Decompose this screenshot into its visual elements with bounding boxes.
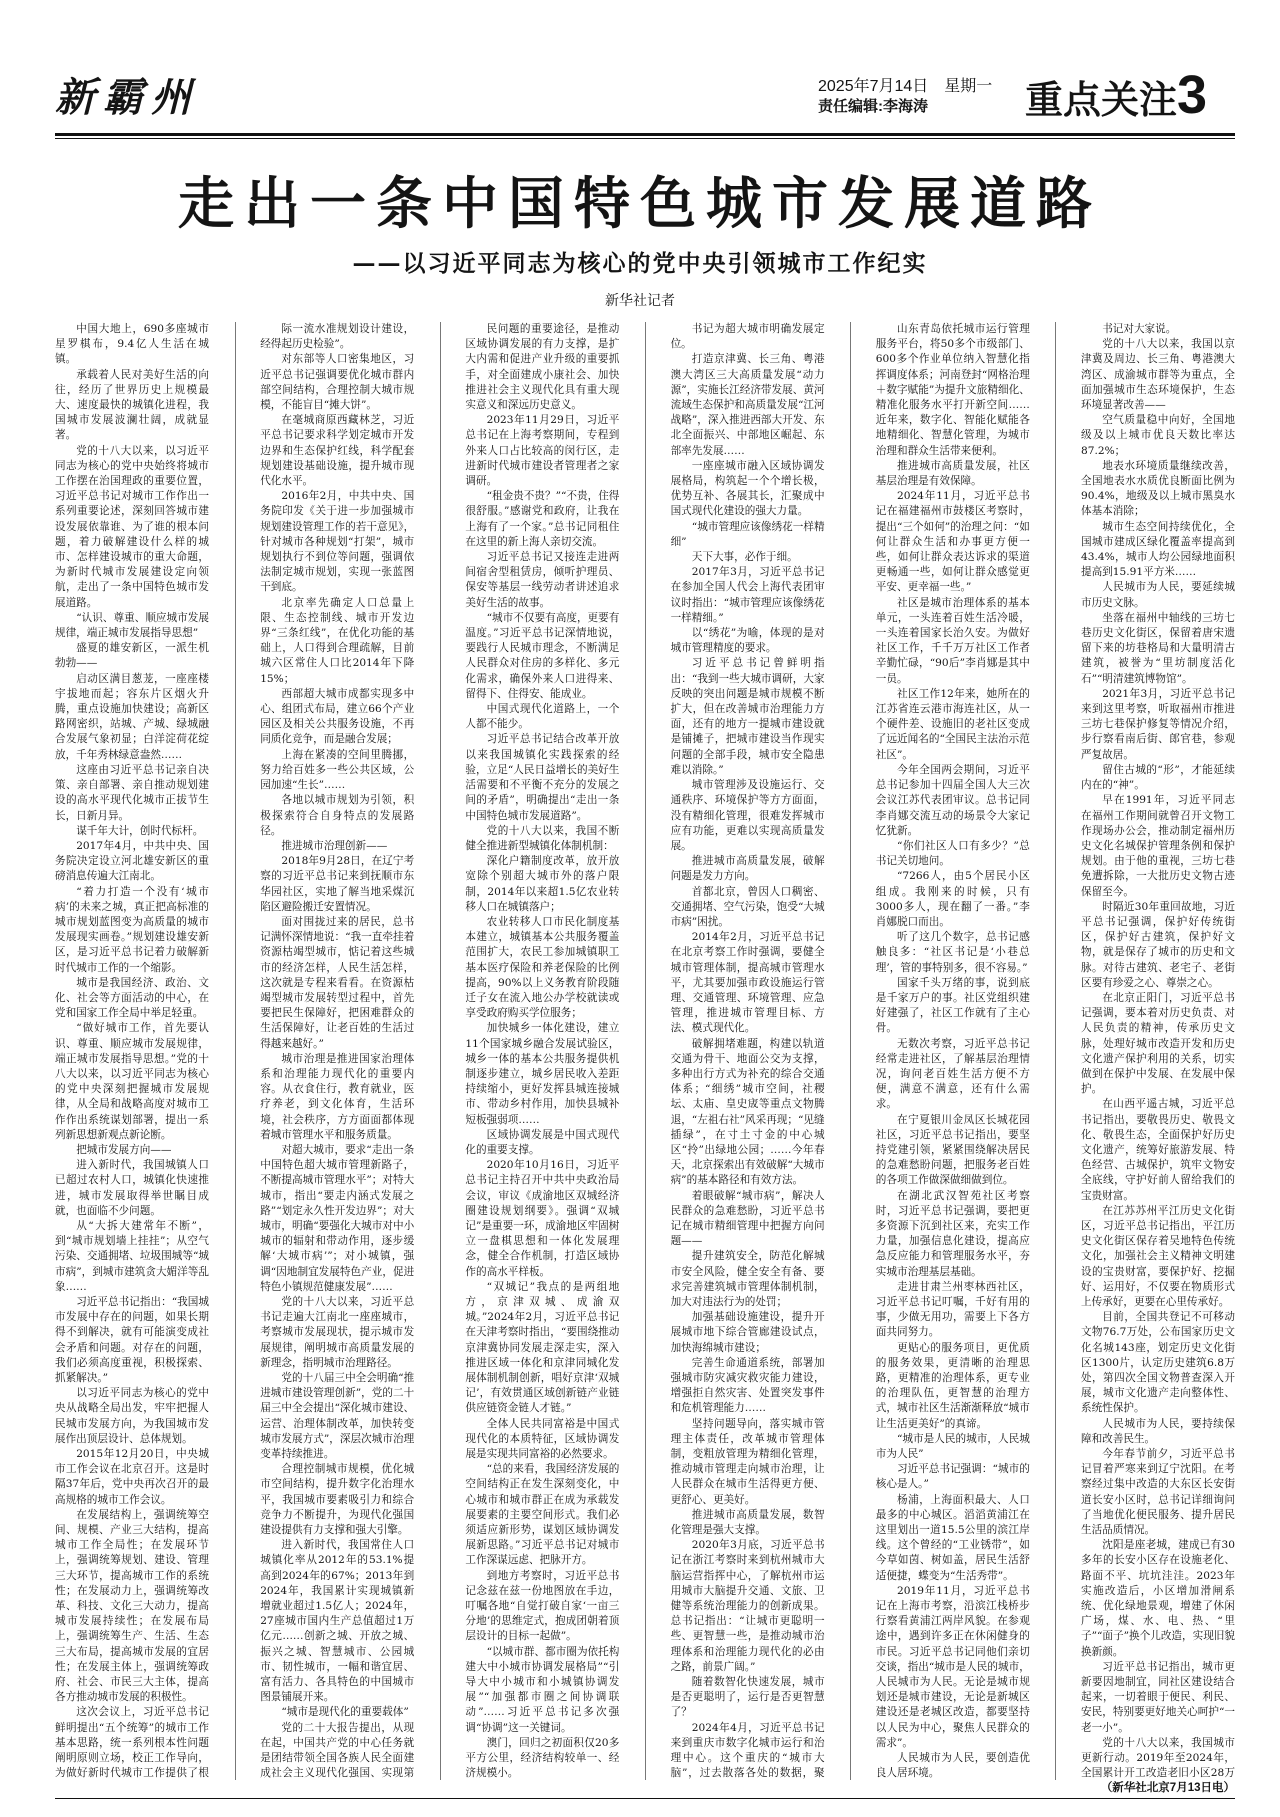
paragraph: 城市是我国经济、政治、文化、社会等方面活动的中心，在党和国家工作全局中举足轻重。 (55, 976, 209, 1020)
paragraph: 沈阳是座老城，建成已有30多年的长安小区存在设施老化、路面不平、坑坑洼洼。2023年实施改造后，小区增加滑闸系统、优化绿地景观，增建了休闲广场，煤、水、电、热、“里子”“面子”换个儿改造，实现旧貌换新颜。 (1081, 1539, 1235, 1658)
column-divider (440, 322, 441, 1780)
paragraph: 在湖北武汉智苑社区考察时，习近平总书记强调，要把更多资源下沉到社区来，充实工作力量，加强信息化建设，提高应急反应能力和管理服务水平，夯实城市治理基层基础。 (875, 1189, 1030, 1278)
paragraph: 面对围拢过来的居民，总书记满怀深情地说：“我一直牵挂着资源枯竭型城市，惦记着这些城市的经济怎样，人民生活怎样，这次就是专程来看看。在资源枯竭型城市发展转型过程中，首先要把民生保障好，把困难群众的生活保障好，让老百姓的生活过得越来越好。” (260, 915, 415, 1050)
paragraph: 目前，全国共登记不可移动文物76.7万处，公布国家历史文化名城143座，划定历史文化街区1300片，认定历史建筑6.8万处，第四次全国文物普查深入开展，城市文化遗产走向整体性、系统性保护。 (1081, 1311, 1235, 1415)
paragraph: 在发展结构上，强调统筹空间、规模、产业三大结构，提高城市工作全局性；在发展环节上，强调统筹规划、建设、管理三大环节，提高城市工作的系统性；在发展动力上，强调统筹改革、科技、文化三大动力，提高城市发展持续性；在发展布局上，强调统筹生产、生活、生态三大布局，提高城市发展的宜居性；在发展主体上，强调统筹政府、社会、市民三大主体，提高各方推动城市发展的积极性。 (55, 1508, 209, 1704)
article-byline: 新华社记者 (605, 292, 675, 308)
paragraph: 合理控制城市规模，优化城市空间结构，提升数字化治理水平，我国城市要素吸引力和综合竞争力不断提升，为现代化强国建设提供有力支撑和强大引擎。 (260, 1463, 415, 1537)
paragraph: “认识、尊重、顺应城市发展规律，端正城市发展指导思想” (55, 611, 209, 640)
column-divider (850, 322, 851, 1780)
paragraph: 2016年2月，中共中央、国务院印发《关于进一步加强城市规划建设管理工作的若干意见》，针对城市各种规划“打架”，城市规划执行不到位等问题，强调依法制定城市规划，实现一张蓝图干到底。 (260, 490, 415, 594)
paragraph: 习近平总书记指出，城市更新要因地制宜，同社区建设结合起来，一切着眼于便民、利民、安民，特别要更好地关心呵护“一老一小”。 (1081, 1660, 1235, 1734)
masthead (0, 60, 1280, 132)
paragraph: 人民城市为人民，要延续城市历史文脉。 (1081, 581, 1235, 609)
paragraph: 完善生命通道系统，部署加强城市防灾减灾救灾能力建设，增强拒自然灾害、处置突发事件和危机管理能力…… (670, 1356, 825, 1415)
section-name: 重点关注 (1025, 80, 1178, 122)
paragraph: 时隔近30年重回故地，习近平总书记强调，保护好传统街区，保护好古建筑，保护好文物，就是保存了城市的历史和文脉。对待古建筑、老宅子、老街区要有珍爱之心、尊崇之心。 (1081, 900, 1235, 989)
paragraph: 2024年11月，习近平总书记在福建福州市鼓楼区考察时，提出“三个如何”的治理之问：“如何让群众生活和办事更方便一些，如何让群众表达诉求的渠道更畅通一些，如何让群众感觉更平安、更幸福一些。” (875, 490, 1030, 594)
article-dateline: （新华社北京7月13日电） (1100, 1782, 1235, 1794)
paragraph: 习近平总书记曾鲜明指出：“我到一些大城市调研，大家反映的突出问题是城市规模不断扩大，但在改善城市治理能力方面，还有的地方一提城市建设就是铺摊子，把城市建设当作现实问题的全部手段，城市安全隐患难以消除。” (670, 657, 825, 776)
paragraph: 中国大地上，690多座城市星罗棋布，9.4亿人生活在城镇。 (55, 323, 209, 366)
paragraph: 杨浦，上海面积最大、人口最多的中心城区。滔滔黄浦江在这里划出一道15.5公里的滨江岸线。这个曾经的“工业锈带”，如今草如茵、树如盖，居民生活舒适便捷，蝶变为“生活秀带”。 (875, 1493, 1030, 1582)
paragraph: 2024年4月，习近平总书记来到重庆市数字化城市运行和治理中心。这个重庆的“城市大脑”，过去散落各处的数据，聚 (670, 1721, 825, 1780)
article-column (55, 322, 209, 1780)
paragraph: 党的十八大以来，我国不断健全推进新型城镇化体制机制： (465, 824, 620, 852)
paragraph: 习近平总书记指出：“我国城市发展中存在的问题，如果长期得不到解决，就有可能演变成社会矛盾和问题。对存在的问题，我们必须高度重视，积极探索、抓紧解决。” (55, 1296, 209, 1385)
header-rule-thin (55, 138, 1235, 139)
paragraph: 社区工作12年来，她所在的江苏省连云港市海连社区，从一个硬件差、设施旧的老社区变成了远近闻名的“全国民主法治示范社区”。 (875, 687, 1030, 761)
paragraph: 党的十八大以来，以习近平同志为核心的党中央始终将城市工作摆在治国理政的重要位置，习近平总书记对城市工作作出一系列重要论述，深刻回答城市建设发展依靠谁、为了谁的根本问题，着力破解建设什么样的城市、怎样建设城市的重大命题，为新时代城市发展建设定向领航，走出了一条中国特色城市发展道路。 (55, 444, 209, 609)
paragraph: “你们社区人口有多少？”总书记关切地问。 (875, 839, 1030, 868)
paragraph: 党的十八届三中全会明确“推进城市建设管理创新”，党的二十届三中全会提出“深化城市建设、运营、治理体制改革，加快转变城市发展方式”，深层次城市治理变革持续推进。 (260, 1372, 415, 1461)
paragraph: 加快城乡一体化建设，建立11个国家城乡融合发展试验区，城乡一体的基本公共服务提供机制逐步建立，城乡居民收入差距持续缩小，更好发挥县城连接城市、带动乡村作用，加快县城补短板强弱项…… (465, 1022, 620, 1126)
paragraph: 首都北京，曾因人口稠密、交通拥堵、空气污染，饱受“大城市病”困扰。 (670, 885, 825, 928)
paragraph: 今年春节前夕，习近平总书记冒着严寒来到辽宁沈阳。在考察经过集中改造的大东区长安街道长安小区时，总书记详细询问了当地优化便民服务、提升居民生活品质情况。 (1081, 1448, 1235, 1537)
paragraph: 推进城市高质量发展，数智化管理是强大支撑。 (670, 1508, 825, 1537)
newspaper-name: 新霸州 (55, 74, 199, 121)
paragraph: 北京率先确定人口总量上限、生态控制线、城市开发边界“三条红线”，在优化功能的基础上，人口得到合理疏解，目前城六区常住人口比2014年下降15%； (260, 596, 415, 685)
paragraph: “7266人，由5个居民小区组成。我刚来的时候，只有3000多人，现在翻了一番。”李肖娜脱口而出。 (875, 870, 1030, 928)
paragraph: 今年全国两会期间，习近平总书记参加十四届全国人大三次会议江苏代表团审议。总书记同李肖娜交流互动的场景令大家记忆犹新。 (875, 763, 1030, 837)
paragraph: 走进甘肃兰州枣林西社区，习近平总书记叮嘱，千好有用的事，少做无用功，需要上下各方面共同努力。 (875, 1280, 1030, 1339)
paragraph: 2020年3月底，习近平总书记在浙江考察时来到杭州城市大脑运营指挥中心，了解杭州市运用城市大脑提升交通、文旅、卫健等系统治理能力的创新成果。总书记指出：“让城市更聪明一些、更智慧一些，是推动城市治理体系和治理能力现代化的必由之路，前景广阔。” (670, 1539, 825, 1673)
paragraph: 对东部等人口密集地区，习近平总书记强调要优化城市群内部空间结构，合理控制大城市规模，不能盲目“摊大饼”。 (260, 353, 415, 412)
paragraph: 这座由习近平总书记亲自决策、亲自部署、亲自推动规划建设的高水平现代化城市正拔节生长，日新月异。 (55, 763, 209, 822)
paragraph: 坐落在福州中轴线的三坊七巷历史文化街区，保留着唐宋遗留下来的坊巷格局和大量明清古建筑，被誉为“里坊制度活化石”“明清建筑博物馆”。 (1081, 611, 1235, 685)
paragraph: 听了这几个数字，总书记感触良多：“社区书记是‘小巷总理’，管的事特别多，很不容易。” (875, 931, 1030, 974)
paragraph: 进入新时代，我国城镇人口已超过农村人口，城镇化快速推进，城市发展取得举世瞩目成就，也面临不少问题。 (55, 1159, 209, 1217)
paragraph: 2017年4月，中共中央、国务院决定设立河北雄安新区的重磅消息传遍大江南北。 (55, 839, 209, 883)
paragraph: 民问题的重要途径，是推动区域协调发展的有力支撑，是扩大内需和促进产业升级的重要抓手，对全面建成小康社会、加快推进社会主义现代化具有重大现实意义和深远历史意义。 (465, 323, 620, 412)
paragraph: 启动区满目葱茏，一座座楼宇拔地而起；容东片区烟火升腾，重点设施加快建设；高新区路网密织，站城、产城、绿城融合发展气象初显；白洋淀荷花绽放，千年秀林绿意盎然…… (55, 672, 209, 761)
paragraph: 空气质量稳中向好，全国地级及以上城市优良天数比率达87.2%； (1081, 414, 1235, 457)
paragraph: 深化户籍制度改革，放开放宽除个别超大城市外的落户限制，2014年以来超1.5亿农业转移人口在城镇落户； (465, 855, 620, 913)
paragraph: 在山西平遥古城，习近平总书记指出，要敬畏历史、敬畏文化、敬畏生态，全面保护好历史文化遗产，统筹好旅游发展、特色经营、古城保护，筑牢文物安全底线，守护好前人留给我们的宝贵财富。 (1081, 1098, 1235, 1202)
article-subhead: ——以习近平同志为核心的党中央引领城市工作纪实 (352, 250, 928, 277)
paragraph: 随着数智化快速发展，城市是否更聪明了，运行是否更智慧了？ (670, 1676, 825, 1719)
paragraph: 推进城市治理创新—— (281, 839, 388, 852)
paragraph: “城市管理应该像绣花一样精细” (670, 520, 825, 548)
paragraph: 人民城市为人民，要持续保障和改善民生。 (1081, 1417, 1235, 1445)
article-column (876, 322, 1030, 1780)
paragraph: 无数次考察，习近平总书记经常走进社区，了解基层治理情况，询问老百姓生活方便不方便，满意不满意，还有什么需求。 (875, 1037, 1030, 1111)
paragraph: 着眼破解“城市病”，解决人民群众的急难愁盼，习近平总书记在城市精细管理中把握方向问题—— (670, 1189, 825, 1248)
paragraph: 承载着人民对美好生活的向往，经历了世界历史上规模最大、速度最快的城镇化进程，我国城市发展波澜壮阔，成就显著。 (55, 368, 209, 442)
paragraph: 在江苏苏州平江历史文化街区，习近平总书记指出，平江历史文化街区保存着吴地特色传统文化，加强社会主义精神文明建设的宝贵财富，要保护好、挖掘好、运用好，不仅要在物质形式上传承好，更要在心里传承好。 (1081, 1204, 1235, 1308)
issue-date: 2025年7月14日 星期一 (818, 78, 993, 95)
paragraph: 推进城市高质量发展，破解问题是发力方向。 (670, 855, 825, 883)
paragraph: 书记为超大城市明确发展定位。 (670, 323, 825, 351)
article-column (671, 322, 825, 1780)
page-number: 3 (1177, 65, 1208, 125)
paragraph: 推进城市高质量发展，社区基层治理是有效保障。 (875, 459, 1030, 488)
paragraph: 党的十八大以来，我国城市更新行动。2019年至2024年，全国累计开工改造老旧小区28万 (1081, 1736, 1235, 1780)
paragraph: 打造京津冀、长三角、粤港澳大湾区三大高质量发展“动力源”，实施长江经济带发展、黄河流域生态保护和高质量发展“江河战略”，深入推进西部大开发、东北全面振兴、中部地区崛起、东部率先发展…… (670, 353, 825, 457)
paragraph: 党的十八大以来，习近平总书记走遍大江南北一座座城市，考察城市发展现状，提示城市发展规律，阐明城市高质量发展的新理念，指明城市治理路径。 (260, 1296, 415, 1369)
paragraph: “总的来看，我国经济发展的空间结构正在发生深刻变化，中心城市和城市群正在成为承载发展要素的主要空间形式。我们必须适应新形势，谋划区域协调发展新思路。”习近平总书记对城市工作深谋远虑、把脉开方。 (465, 1463, 620, 1567)
paragraph: 谋千年大计，创时代标杆。 (76, 824, 204, 837)
paragraph: 2023年11月29日，习近平总书记在上海考察期间，专程到外来人口占比较高的闵行区，走进新时代城市建设者管理者之家调研。 (465, 414, 620, 488)
paragraph: 城市生态空间持续优化，全国城市建成区绿化覆盖率提高到43.4%，城市人均公园绿地面积提高到15.91平方米…… (1081, 520, 1235, 579)
paragraph: 2020年10月16日，习近平总书记主持召开中共中央政治局会议，审议《成渝地区双城经济圈建设规划纲要》。强调“双城记”是重要一环，成渝地区牢固树立一盘棋思想和一体化发展理念，健全合作机制，打造区域协作的高水平样板。 (465, 1159, 620, 1278)
paragraph: 在北京正阳门，习近平总书记强调，要本着对历史负责、对人民负责的精神，传承历史文脉，处理好城市改造开发和历史文化遗产保护利用的关系，切实做到在保护中发展、在发展中保护。 (1081, 991, 1235, 1096)
paragraph: 一座座城市融入区域协调发展格局，构筑起一个个增长极，优势互补、各展其长，汇聚成中国式现代化建设的强大力量。 (670, 459, 825, 518)
paragraph: 2015年12月20日，中央城市工作会议在北京召开。这是时隔37年后，党中央再次召开的最高规格的城市工作会议。 (55, 1448, 209, 1506)
footer-rule (55, 1798, 1235, 1799)
paragraph: “城市不仅要有高度，更要有温度。”习近平总书记深情地说，要践行人民城市理念，不断满足人民群众对住房的多样化、多元化需求，确保外来人口进得来、留得下、住得安、能成业。 (465, 611, 620, 700)
paragraph: 各地以城市规划为引领，积极探索符合自身特点的发展路径。 (260, 794, 415, 837)
paragraph: 以习近平同志为核心的党中央从战略全局出发，牢牢把握人民城市发展方向，为我国城市发展作出顶层设计、总体规划。 (55, 1387, 209, 1445)
paragraph: 山东青岛依托城市运行管理服务平台，将50多个市级部门、600多个作业单位纳入智慧化指挥调度体系；河南登封“网格治理＋数字赋能”为提升文旅精细化、精准化服务水平打开新空间……近年来，数字化、智能化赋能各地精细化、智慧化管理，为城市治理和群众生活带来便利。 (875, 323, 1030, 457)
paragraph: 坚持问题导向，落实城市管理主体责任，改革城市管理体制，变粗放管理为精细化管理，推动城市管理走向城市治理，让人民群众在城市生活得更方便、更舒心、更美好。 (670, 1417, 825, 1506)
paragraph: 党的二十大报告提出，从现在起，中国共产党的中心任务就是团结带领全国各族人民全面建成社会主义现代化强国、实现第 (260, 1721, 415, 1780)
paragraph: 这次会议上，习近平总书记鲜明提出“五个统筹”的城市工作基本思路，统一系列根本性问题阐明原则立场，校正工作导向，为做好新时代城市工作提供了根 (55, 1706, 209, 1780)
header-rule (55, 133, 1235, 136)
responsible-editor: 责任编辑:李海涛 (818, 98, 928, 115)
paragraph: “做好城市工作，首先要认识、尊重、顺应城市发展规律，端正城市发展指导思想。”党的十八大以来，以习近平同志为核心的党中央深刻把握城市发展规律，从全局和战略高度对城市工作作出系统谋划部署，提出一系列新思想新观点新论断。 (55, 1022, 209, 1141)
paragraph: 到地方考察时，习近平总书记念兹在兹一份地图放在手边，叮嘱各地“自觉打破自家‘一亩三分地’的思维定式，抱成团朝着顶层设计的目标一起做”。 (465, 1569, 620, 1643)
paragraph: 2014年2月，习近平总书记在北京考察工作时强调，要健全城市管理体制，提高城市管理水平，尤其要加强市政设施运行管理、交通管理、环境管理、应急管理，推进城市管理目标、方法、模式现代化。 (670, 931, 825, 1035)
paragraph: “双城记”我点的是两组地方，京津双城、成渝双城。”2024年2月，习近平总书记在天津考察时指出，“要围绕推动京津冀协同发展走深走实，深入推进区域一体化和京津同城化发展体制机制创新，唱好京津‘双城记’，有效贯通区域创新链产业链供应链资金链人才链。” (465, 1280, 620, 1415)
article-column (465, 322, 619, 1780)
paragraph: 进入新时代，我国常住人口城镇化率从2012年的53.1%提高到2024年的67%；2013年到2024年，我国累计实现城镇新增就业超过1.5亿人；2024年，27座城市国内生产总值超过1万亿元……创新之城、开放之城、振兴之城、智慧城市、公园城市、韧性城市，一幅和谐宜居、富有活力、各具特色的中国城市图景铺展开来。 (260, 1539, 415, 1704)
paragraph: 更贴心的服务项目，更优质的服务效果，更清晰的治理思路，更精准的治理体系，更专业的治理队伍，更智慧的治理方式，城市社区生活渐渐释放“城市让生活更美好”的真谛。 (875, 1341, 1030, 1430)
column-divider (235, 322, 236, 1780)
paragraph: 把城市发展方向—— (76, 1143, 172, 1156)
paragraph: 城市管理涉及设施运行、交通秩序、环境保护等方方面面，没有精细化管理，很难发挥城市应有功能，更难以实现高质量发展。 (670, 779, 825, 852)
paragraph: 人民城市为人民，要创造优良人居环境。 (875, 1752, 1030, 1780)
paragraph: 对超大城市，要求“走出一条中国特色超大城市管理新路子，不断提高城市管理水平”；对特大城市，指出“要走内涵式发展之路”“划定永久性开发边界”；对大城市，明确“要强化大城市对中小城市的辐射和带动作用，逐步缓解‘大城市病’”；对小城镇，强调“因地制宜发展特色产业，促进特色小镇规范健康发展”…… (260, 1143, 415, 1293)
paragraph: 提升建筑安全，防范化解城市安全风险，健全安全有备、要求完善建筑城市管理体制机制，加大对违法行为的处罚； (670, 1250, 825, 1308)
paragraph: 早在1991年，习近平同志在福州工作期间就曾召开文物工作现场办公会，推动制定福州历史文化名城保护管理条例和保护规划。由于他的重视，三坊七巷免遭拆除，一大批历史文物古迹保留至今。 (1081, 794, 1235, 898)
paragraph: 2019年11月，习近平总书记在上海市考察，沿滨江栈桥步行察看黄浦江两岸风貌。在参观途中，遇到许多正在休闲健身的市民。习近平总书记同他们亲切交谈，指出“城市是人民的城市，人民城市为人民。无论是城市规划还是城市建设，无论是新城区建设还是老城区改造，都要坚持以人民为中心，聚焦人民群众的需求”。 (875, 1584, 1030, 1749)
paragraph: 习近平总书记又接连走进两间宿舍型租赁房，倾听护理员、保安等基层一线劳动者讲述追求美好生活的故事。 (465, 551, 620, 609)
paragraph: 盛夏的雄安新区，一派生机勃勃—— (55, 642, 209, 670)
paragraph: 农业转移人口市民化制度基本建立，城镇基本公共服务覆盖范围扩大，农民工参加城镇职工基本医疗保险和养老保险的比例提高，90%以上义务教育阶段随迁子女在流入地公办学校就读或享受政府购买学位服务； (465, 915, 620, 1020)
paragraph: 在宁夏银川金凤区长城花园社区，习近平总书记指出，要坚持党建引领，紧紧围绕解决居民的急难愁盼问题，把服务老百姓的各项工作做深做细做到位。 (875, 1113, 1030, 1187)
paragraph: 西部超大城市成都实现多中心、组团式布局，建立66个产业园区及相关公共服务设施，不再同质化竞争，而是融合发展； (260, 687, 415, 746)
paragraph: “租金贵不贵？”“不贵，住得很舒服。”感谢党和政府，让我在上海有了一个家。”总书记同租住在这里的新上海人亲切交流。 (465, 490, 620, 548)
paragraph: “以城市群、都市圈为依托构建大中小城市协调发展格局”“引导大中小城市和小城镇协调发展”“加强都市圈之间协调联动”……习近平总书记多次强调“协调”这一关键词。 (465, 1645, 620, 1734)
paragraph: 习近平总书记强调：“城市的核心是人。” (875, 1463, 1030, 1491)
paragraph: 2021年3月，习近平总书记来到这里考察，听取福州市推进三坊七巷保护修复等情况介绍，步行察看南后街、郎官巷，参观严复故居。 (1081, 687, 1235, 761)
paragraph: “着力打造一个没有‘城市病’的未来之城，真正把高标准的城市规划蓝图变为高质量的城市发展现实画卷。”规划建设雄安新区，是习近平总书记着力破解新时代城市工作的一个缩影。 (55, 885, 209, 974)
paragraph: 天下大事，必作于细。 (691, 551, 798, 564)
article-column (1081, 322, 1235, 1780)
paragraph: 2017年3月，习近平总书记在参加全国人代会上海代表团审议时指出：“城市管理应该像绣花一样精细。” (670, 566, 825, 624)
article-column (260, 322, 414, 1780)
article-body (55, 322, 1235, 1780)
paragraph: 党的十八大以来，我国以京津冀及周边、长三角、粤港澳大湾区、成渝城市群等为重点，全面加强城市生态环境保护，生态环境显著改善—— (1081, 338, 1235, 412)
paragraph: 社区是城市治理体系的基本单元，一头连着百姓生活冷暖，一头连着国家长治久安。为做好社区工作，千千万万社区工作者辛勤忙碌，“90后”李肖娜是其中一员。 (875, 596, 1030, 685)
paragraph: 习近平总书记结合改革开放以来我国城镇化实践探索的经验，立足“人民日益增长的美好生活需要和不平衡不充分的发展之间的矛盾”，明确提出“走出一条中国特色城市发展道路”。 (465, 733, 620, 822)
paragraph: 以“绣花”为喻，体现的是对城市管理精度的要求。 (670, 627, 825, 655)
column-divider (1055, 322, 1056, 1780)
paragraph: 书记对大家说。 (1102, 323, 1177, 335)
paragraph: 加强基础设施建设，提升开展城市地下综合管廊建设试点，加快海绵城市建设； (670, 1311, 825, 1354)
paragraph: “城市是现代化的重要载体” (281, 1706, 409, 1719)
paragraph: 2018年9月28日，在辽宁考察的习近平总书记来到抚顺市东华园社区，实地了解当地采煤沉陷区避险搬迁安置情况。 (260, 855, 415, 913)
paragraph: 上海在紧凑的空间里腾挪，努力给百姓多一些公共区域，公园加速“生长”…… (260, 748, 415, 792)
paragraph: 地表水环境质量继续改善，全国地表水水质优良断面比例为90.4%，地级及以上城市黑臭水体基本消除； (1081, 459, 1235, 518)
paragraph: 中国式现代化道路上，一个人都不能少。 (465, 703, 620, 731)
paragraph: 国家千头万绪的事，说到底是千家万户的事。社区党组织建好建强了，社区工作就有了主心骨。 (875, 976, 1030, 1035)
paragraph: 全体人民共同富裕是中国式现代化的本质特征，区域协调发展是实现共同富裕的必然要求。 (465, 1417, 620, 1461)
article-headline: 走出一条中国特色城市发展道路 (178, 172, 1102, 237)
paragraph: 澳门，回归之初面积仅20多平方公里，经济结构较单一、经济规模小。 (465, 1736, 620, 1780)
paragraph: 区域协调发展是中国式现代化的重要支撑。 (465, 1128, 620, 1156)
column-divider (645, 322, 646, 1780)
paragraph: 破解拥堵难题，构建以轨道交通为骨干、地面公交为支撑，多种出行方式为补充的综合交通体系；“细绣”城市空间，社稷坛、太庙、皇史宬等重点文物腾退，“左祖右社”风采再现；“见缝插绿”，在寸土寸金的中心城区“拎”出绿地公园；……今年春天，北京探索出有效破解“大城市病”的基本路径和有效方法。 (670, 1037, 825, 1187)
paragraph: 际一流水准规划设计建设，经得起历史检验”。 (260, 323, 415, 351)
paragraph: 在毫城商原西藏林芝，习近平总书记要求科学划定城市开发边界和生态保护红线，科学配套规划建设基础设施，提升城市现代化水平。 (260, 414, 415, 488)
paragraph: “城市是人民的城市，人民城市为人民” (875, 1432, 1030, 1461)
paragraph: 留住古城的“形”，才能延续内在的“神”。 (1081, 763, 1235, 792)
section-heading (1025, 64, 1207, 126)
paragraph: 城市治理是推进国家治理体系和治理能力现代化的重要内容。从衣食住行，教育就业，医疗养老，到文化体育，生活环境，社会秩序，方方面面都体现着城市管理水平和服务质量。 (260, 1052, 415, 1141)
paragraph: 从“大拆大建常年不断”，到“城市规划墙上挂挂”；从空气污染、交通拥堵、垃圾围城等“城市病”，到城市建筑贪大媚洋等乱象…… (55, 1219, 209, 1293)
